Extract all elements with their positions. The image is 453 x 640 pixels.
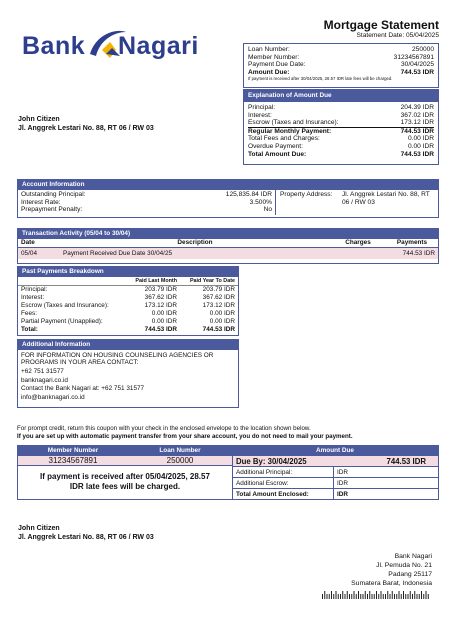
barcode-bar [324,591,325,599]
barcode-bar [408,594,409,599]
bank-address-line: Jl. Pemuda No. 21 [376,562,432,569]
pp-last-month: 0.00 IDR [151,310,177,317]
pp-last-month: 0.00 IDR [151,318,177,325]
barcode-bar [340,594,341,599]
pp-label: Fees: [21,310,37,317]
barcode-bar [394,594,395,599]
explanation-value: 744.53 IDR [400,150,434,158]
coupon-due-by: Due By: 30/04/2025 [236,457,307,466]
coupon-member-number: 31234567891 [48,456,98,465]
summary-box [243,43,439,88]
barcode-bar [390,594,391,599]
explanation-label: Total Amount Due: [248,150,307,158]
payment-coupon [17,445,439,500]
explanation-row [248,104,434,112]
barcode-bar [412,594,413,599]
summary-value: 250000 [411,46,434,53]
coupon-extra-value[interactable]: IDR [333,489,438,500]
pp-label: Partial Payment (Unapplied): [21,318,103,325]
summary-row [248,61,434,69]
pp-last-month: 203.79 IDR [144,286,177,293]
account-value: 3.500% [249,198,272,206]
barcode-bar [405,594,406,599]
barcode-bar [403,591,404,599]
explanation-label: Escrow (Taxes and Insurance): [248,119,339,127]
barcode-bar [421,591,422,599]
barcode-bar [360,594,361,599]
bank-mailing-address [300,552,432,588]
account-label: Interest Rate: [21,198,61,206]
pp-last-month: 367.62 IDR [144,294,177,301]
transaction-title: Transaction Activity (05/04 to 30/04) [18,229,438,239]
barcode-bar [333,594,334,599]
coupon-header-amount: Amount Due [316,447,354,454]
statement-date: Statement Date: 05/04/2025 [356,32,439,39]
barcode-bar [401,594,402,599]
summary-label: Member Number: [248,53,300,61]
pp-year-to-date: 173.12 IDR [202,302,235,309]
coupon-extra-row [233,489,438,500]
barcode-bar [372,594,373,599]
tx-header-payments: Payments [396,239,428,246]
bank-address-line: Bank Nagari [394,553,432,560]
barcode-bar [351,594,352,599]
explanation-label: Principal: [248,104,276,111]
barcode-bar [381,591,382,599]
tx-charges [330,248,386,260]
past-payment-row [18,310,238,318]
bank-logo [18,24,198,72]
barcode-bar [347,591,348,599]
bank-address-line: Sumatera Barat, Indonesia [351,580,432,587]
coupon-instruction: For prompt credit, return this coupon with your check in the enclosed envelope to the location shown below. [17,425,311,432]
account-box [17,179,439,218]
past-payments-title: Past Payments Breakdown [18,267,238,277]
pp-year-to-date: 0.00 IDR [209,318,235,325]
tx-header-charges: Charges [345,239,371,246]
property-address-value: Jl. Anggrek Lestari No. 88, RT 06 / RW 03 [342,191,430,206]
pp-label: Total: [21,326,38,333]
explanation-label: Total Fees and Charges: [248,135,320,143]
barcode-bar [417,594,418,599]
additional-info-title: Additional Information [18,340,238,350]
pp-year-to-date: 367.62 IDR [202,294,235,301]
coupon-extra-label: Total Amount Enclosed: [236,491,309,498]
barcode-bar [369,591,370,599]
barcode-bar [331,591,332,599]
past-payment-row [18,302,238,310]
pp-header-ytd: Paid Year To Date [189,278,235,284]
past-payment-row [18,286,238,295]
explanation-title: Explanation of Amount Due [244,90,438,102]
account-row [21,206,272,214]
pp-year-to-date: 203.79 IDR [202,286,235,293]
past-payments-table [18,277,238,334]
pp-label: Interest: [21,294,45,301]
barcode-bar [385,594,386,599]
additional-info-line: banknagari.co.id [21,376,68,384]
explanation-row [248,151,434,159]
barcode-bar [428,594,429,599]
coupon-extra-label: Additional Escrow: [236,480,289,487]
explanation-label: Overdue Payment: [248,142,303,150]
explanation-value: 173.12 IDR [400,119,434,127]
pp-label: Principal: [21,286,48,293]
transaction-box [17,228,439,264]
account-value: 125,835.84 IDR [225,191,272,198]
coupon-extra-value[interactable]: IDR [333,467,438,477]
barcode-bar [392,591,393,599]
barcode-bar [329,594,330,599]
coupon-loan-number: 250000 [166,456,194,465]
coupon-amount-due: 744.53 IDR [386,457,426,466]
account-row [21,199,272,207]
barcode-bar [423,594,424,599]
summary-row [248,46,434,54]
property-address-label: Property Address: [280,191,333,198]
statement-title: Mortgage Statement [323,18,439,32]
bank-address-line: Padang 25117 [388,571,432,578]
additional-info-line: FOR INFORMATION ON HOUSING COUNSELING AGENCIES OR PROGRAMS IN YOUR AREA CONTACT: [21,352,214,367]
summary-label: Amount Due: [248,68,290,76]
explanation-value: 204.39 IDR [400,104,434,111]
coupon-extra-value[interactable]: IDR [333,478,438,488]
summary-label: Loan Number: [248,46,290,53]
tx-header-date: Date [21,239,35,246]
pp-year-to-date: 744.53 IDR [202,326,235,333]
pp-last-month: 744.53 IDR [144,326,177,333]
pp-header-blank [18,277,128,286]
barcode-bar [322,594,323,599]
bank-logo-text-2: Nagari [118,32,199,60]
account-value: No [263,206,272,214]
account-label: Prepayment Penalty: [21,206,83,214]
explanation-label: Regular Monthly Payment: [248,127,332,135]
past-payment-row [18,326,238,334]
postal-barcode-icon [322,591,432,599]
barcode-bar [396,594,397,599]
barcode-bar [374,594,375,599]
barcode-bar [354,591,355,599]
tx-description: Payment Received Due Date 30/04/25 [63,249,173,257]
explanation-row [248,135,434,143]
summary-note: If payment is received after 30/04/2025, 28.57 IDR late fees will be charged. [248,76,393,82]
barcode-bar [336,591,337,599]
past-payments-box [17,266,239,336]
explanation-box [243,89,439,165]
barcode-bar [365,591,366,599]
transaction-row [18,248,438,260]
summary-value: 31234567891 [393,53,434,61]
explanation-value: 0.00 IDR [407,135,434,143]
barcode-bar [358,591,359,599]
explanation-value: 367.02 IDR [400,111,434,119]
customer-address: Jl. Anggrek Lestari No. 88, RT 06 / RW 03 [18,125,154,132]
explanation-row [248,128,434,136]
summary-value: 30/04/2025 [400,61,434,69]
explanation-row [248,112,434,120]
coupon-extra-row [233,467,438,478]
past-payment-row [18,294,238,302]
barcode-bar [338,594,339,599]
coupon-header-loan: Loan Number [159,447,201,454]
explanation-row [248,143,434,151]
account-label: Outstanding Principal: [21,191,86,198]
tx-header-description: Description [177,239,213,246]
barcode-bar [349,594,350,599]
barcode-bar [399,591,400,599]
past-payment-row [18,318,238,326]
pp-label: Escrow (Taxes and Insurance): [21,302,109,309]
customer-name: John Citizen [18,116,60,123]
summary-row [248,54,434,62]
barcode-bar [426,591,427,599]
additional-info-box [17,339,239,408]
pp-header-last: Paid Last Month [135,278,177,284]
coupon-auto-note: If you are set up with automatic payment transfer from your share account, you do not need to mail your payment. [17,433,353,440]
footer-customer-name: John Citizen [18,525,60,532]
tx-date: 05/04 [21,250,37,257]
explanation-label: Interest: [248,111,272,119]
explanation-value: 0.00 IDR [407,142,434,150]
barcode-bar [419,594,420,599]
additional-info-line: info@banknagari.co.id [21,394,85,402]
transaction-table [18,239,438,259]
explanation-value: 744.53 IDR [400,127,434,135]
pp-year-to-date: 0.00 IDR [209,310,235,317]
barcode-bar [378,594,379,599]
coupon-extra-label: Additional Principal: [236,469,293,476]
coupon-extra-row [233,478,438,489]
barcode-bar [327,594,328,599]
explanation-row [248,119,434,128]
account-title: Account Information [18,180,438,190]
barcode-bar [383,594,384,599]
barcode-bar [387,591,388,599]
barcode-bar [356,594,357,599]
barcode-bar [367,594,368,599]
barcode-bar [342,591,343,599]
additional-info-line: Contact the Bank Nagari at: +62 751 31577 [21,385,145,393]
barcode-bar [376,591,377,599]
bank-logo-text-1: Bank [22,32,86,60]
pp-last-month: 173.12 IDR [144,302,177,309]
summary-row [248,69,434,77]
summary-value: 744.53 IDR [400,68,434,76]
coupon-late-fee-notice: If payment is received after 05/04/2025, 28.57 IDR late fees will be charged. [40,472,210,491]
barcode-bar [414,591,415,599]
additional-info-line: +62 751 31577 [21,367,64,375]
footer-customer-address: Jl. Anggrek Lestari No. 88, RT 06 / RW 03 [18,534,154,541]
account-row [21,191,272,199]
summary-label: Payment Due Date: [248,61,306,69]
barcode-bar [345,594,346,599]
coupon-header-member: Member Number [47,447,99,454]
barcode-bar [363,594,364,599]
barcode-bar [410,591,411,599]
tx-payments: 744.53 IDR [402,249,435,257]
